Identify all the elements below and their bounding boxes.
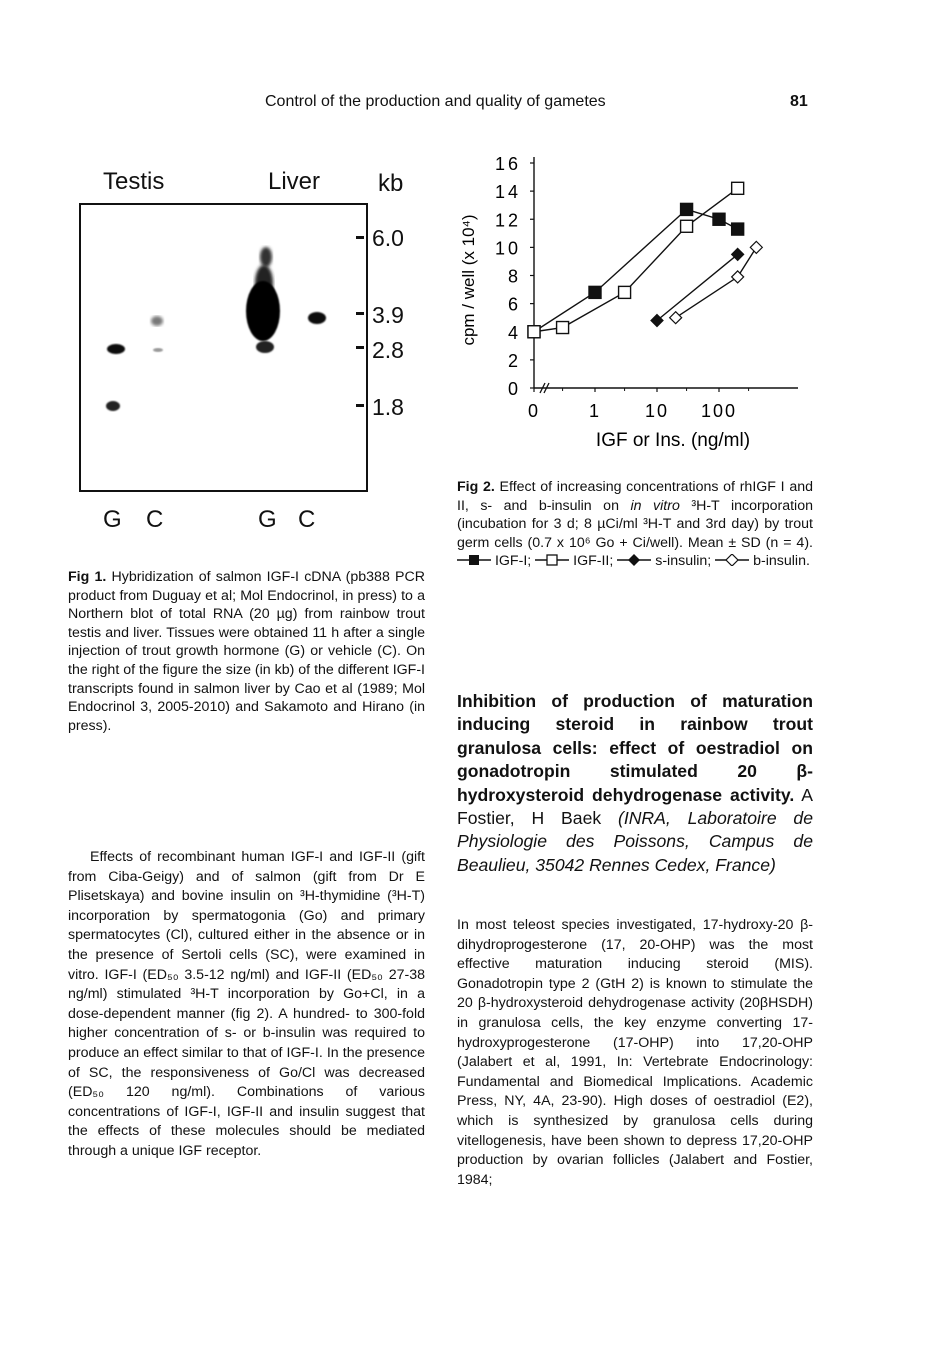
figure-2-caption-invitro: in vitro: [630, 497, 680, 514]
abstract-authors: A Fostier, H Baek: [457, 784, 813, 829]
legend-filled-diamond-icon: [617, 554, 651, 566]
chart-x-tick-label: 0: [527, 401, 541, 421]
chart-y-tick-label: 12: [494, 210, 521, 231]
chart-x-tick-label: 10: [644, 401, 670, 421]
chart-point: [619, 286, 631, 298]
chart-y-tick-label: 2: [507, 350, 521, 371]
marker-6-0: 6.0: [372, 225, 404, 251]
lane-testis-c: C: [146, 506, 164, 533]
abstract-title-block: [457, 690, 813, 877]
figure-2-caption: [457, 478, 813, 571]
lane-testis-g: G: [103, 506, 122, 533]
chart-y-tick-label: 16: [494, 154, 521, 174]
legend-igf2: IGF-II;: [573, 553, 614, 570]
running-header: [0, 93, 930, 117]
label-liver: Liver: [268, 168, 321, 195]
marker-2-8: 2.8: [372, 337, 404, 363]
chart-x-tick-label: 100: [700, 401, 738, 421]
blot-bands: [81, 205, 366, 490]
chart-y-tick-label: 4: [507, 322, 521, 343]
lane-liver-g: G: [258, 506, 277, 533]
chart-series-line-1: [534, 188, 738, 331]
legend-open-square-icon: [535, 554, 569, 566]
figure-1-caption-text: Hybridization of salmon IGF-I cDNA (pb388 PCR product from Duguay et al; Mol Endocrinol, in press) to a Northern blot of total RNA (20 µg) from rainbow trout testis and liver. Tissues were obtained 11 h after a single injection of trout growth hormone (G) or vehicle (C). On the right of the figure the size (in kb) of the different IGF-I transcripts found in salmon liver by Cao et al (1989; Mol Endocrinol 3, 2005-2010) and Sakamoto and Hirano (in press).: [68, 569, 425, 734]
chart-point: [713, 213, 725, 225]
chart-point: [681, 203, 693, 215]
abstract-title: Inhibition of production of maturation inducing steroid in rainbow trout granulosa cells: effect of oestradiol on gonadotropin stimulated 20 β-hydroxysteroid dehydrogenase activity.: [457, 691, 813, 805]
chart-series-line-3: [676, 247, 757, 317]
chart-point: [681, 220, 693, 232]
marker-3-9: 3.9: [372, 302, 404, 328]
chart-xlabel: IGF or Ins. (ng/ml): [595, 430, 751, 450]
chart-y-tick-label: 8: [507, 266, 521, 287]
legend-igf1: IGF-I;: [494, 553, 532, 570]
legend-s-insulin: s-insulin;: [655, 553, 712, 570]
right-body-text: In most teleost species investigated, 17-hydroxy-20 β-dihydroprogesterone (17, 20-OHP) was the most effective maturation inducing steroid (MIS). Gonadotropin type 2 (GtH 2) is known to stimulate the 20 β-hydroxysteroid dehydrogenase activity (20βHSDH) in granulosa cells, the key enzyme converting 17-hydroxyprogesterone (17-OHP) into 17,20-OHP (Jalabert et al, 1991, In: Vertebrate Endocrinology: Fundamental and Biomedical Implications. Academic Press, NY, 4A, 23-90). High doses of oestradiol (E2), which is synthesized by granulosa cells during vitellogenesis, have been shown to depress 17,20-OHP production by ovarian follicles (Jalabert and Fostier, 1984;: [457, 917, 813, 1188]
chart-ylabel: cpm / well (x 10⁴): [459, 214, 478, 346]
chart-point: [589, 286, 601, 298]
legend-b-insulin: b-insulin.: [753, 553, 810, 570]
running-title: Control of the production and quality of gametes: [265, 93, 606, 110]
left-body-text: Effects of recombinant human IGF-I and IGF-II (gift from Ciba-Geigy) and of salmon (gift from Dr E Plisetskaya) and bovine insulin on ³H-thymidine (³H-T) incorporation by spermatogonia (Go) and primary spermatocytes (Cl), cultured either in the absence or in the presence of Sertoli cells (SC), were examined in vitro. IGF-I (ED₅₀ 3.5-12 ng/ml) and IGF-II (ED₅₀ 27-38 ng/ml) stimulated ³H-T incorporation by Go+Cl, in a dose-dependent manner (fig 2). A hundred- to 300-fold higher concentration of s- or b-insulin was required to produce an effect similar to that of IGF-I. In the presence of SC, the responsiveness of Go/Cl was decreased (ED₅₀ 120 ng/ml). Combinations of various concentrations of IGF-I, IGF-II and insulin suggest that the effects of these molecules should be mediated through a unique IGF receptor.: [68, 849, 425, 1159]
chart-point: [732, 271, 744, 283]
chart-point: [750, 241, 762, 253]
figure-2-caption-p1: Effect of increasing concentrations of rhIGF I and II, s- and b-insulin on: [457, 479, 813, 514]
marker-1-8: 1.8: [372, 394, 404, 420]
chart-point: [670, 312, 682, 324]
label-testis: Testis: [103, 168, 165, 195]
blot-image: [79, 203, 368, 492]
chart-series-line-2: [657, 254, 738, 320]
figure-1-label: Fig 1.: [68, 569, 107, 585]
chart-point: [557, 322, 569, 334]
chart-series-line-0: [534, 209, 738, 331]
chart-y-tick-label: 6: [507, 294, 521, 315]
figure-2-chart: [450, 150, 820, 450]
chart-x-tick-label: 1: [588, 401, 602, 421]
page-number: 81: [790, 93, 808, 110]
figure-2-label: Fig 2.: [457, 479, 495, 495]
figure-2-caption-p2: ³H-T incorporation (incubation for 3 d; 8 µCi/ml ³H-T and 3rd day) by trout germ cells (0.7 x 10⁶ Go + Ci/well). Mean ± SD (n = 4).: [457, 497, 813, 551]
legend-open-diamond-icon: [715, 554, 749, 566]
chart-y-tick-label: 10: [494, 238, 521, 259]
chart-y-tick-label: 14: [494, 182, 521, 203]
abstract-affiliation: (INRA, Laboratoire de Physiologie des Poissons, Campus de Beaulieu, 35042 Rennes Cedex, France): [457, 808, 813, 875]
chart-point: [732, 182, 744, 194]
figure-1-caption: [68, 568, 425, 735]
legend-filled-square-icon: [457, 554, 491, 566]
label-kb: kb: [378, 170, 404, 197]
chart-point: [732, 223, 744, 235]
chart-y-tick-label: 0: [507, 379, 521, 399]
lane-liver-c: C: [298, 506, 316, 533]
chart-point: [528, 326, 540, 338]
